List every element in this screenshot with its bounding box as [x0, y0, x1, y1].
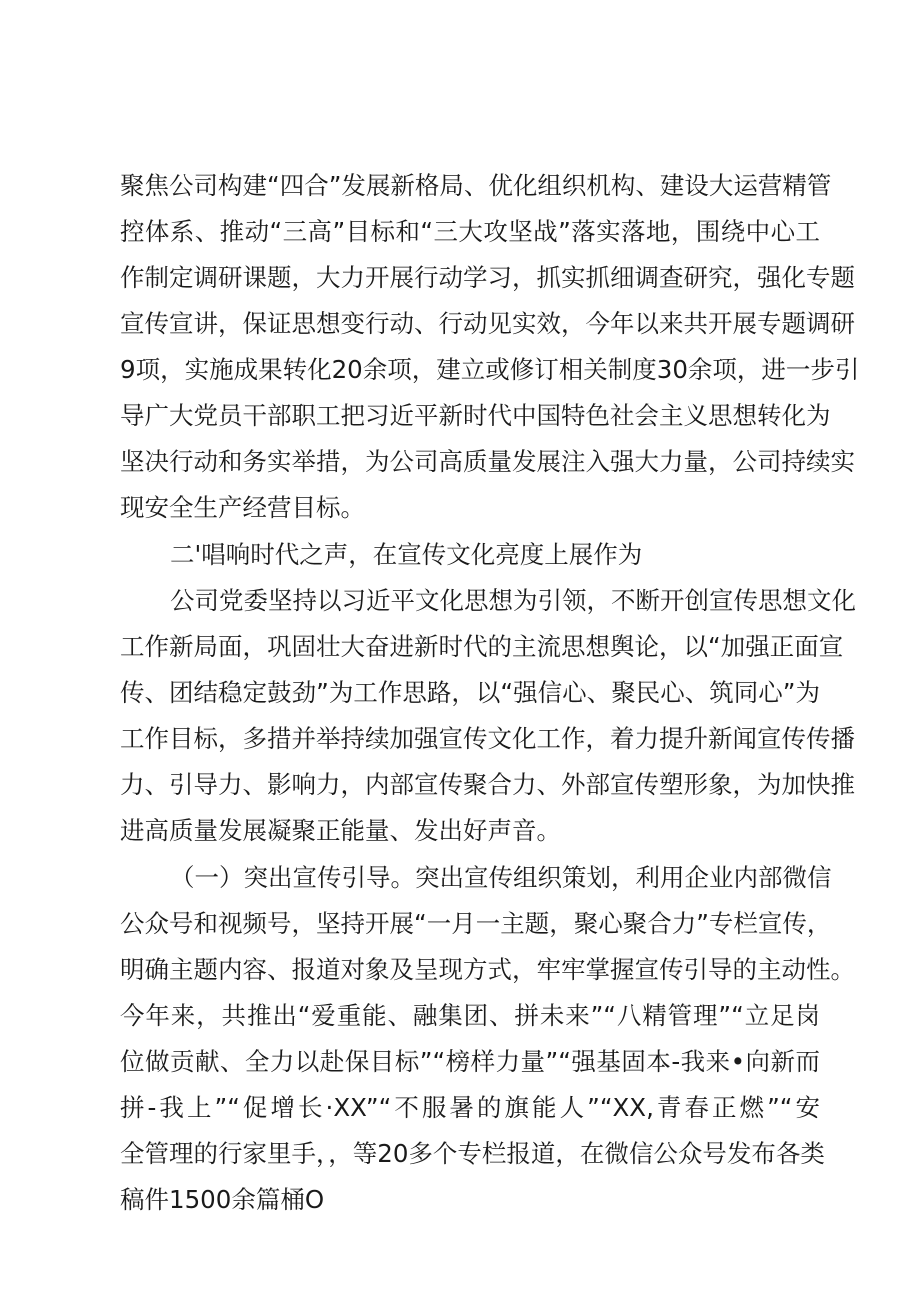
- paragraph-1-line-7: 坚决行动和务实举措，为公司高质量发展注入强大力量，公司持续实: [120, 447, 855, 476]
- paragraph-1-line-4: 宣传宣讲，保证思想变行动、行动见实效，今年以来共开展专题调研: [120, 309, 855, 338]
- paragraph-1-line-1: 聚焦公司构建“四合”发展新格局、优化组织机构、建设大运营精管: [120, 171, 832, 200]
- section-heading: 二'唱响时代之声，在宣传文化亮度上展作为: [170, 540, 643, 569]
- paragraph-2-line-3: 传、团结稳定鼓劲”为工作思路，以“强信心、聚民心、筑同心”为: [120, 678, 820, 707]
- paragraph-3-line-7: 全管理的行家里手，，等20多个专栏报道，在微信公众号发布各类: [120, 1139, 825, 1168]
- paragraph-1-line-6: 导广大党员干部职工把习近平新时代中国特色社会主义思想转化为: [120, 401, 831, 430]
- paragraph-1-line-8: 现安全生产经营目标。: [120, 493, 365, 522]
- paragraph-2-line-4: 工作目标，多措并举持续加强宣传文化工作，着力提升新闻宣传传播: [120, 724, 855, 753]
- paragraph-3-line-5: 位做贡献、全力以赴保目标”“榜样力量”“强基固本-我来•向新而: [120, 1047, 820, 1076]
- paragraph-3-line-2: 公众号和视频号，坚持开展“一月一主题，聚心聚合力”专栏宣传，: [120, 909, 832, 938]
- paragraph-1-line-5: 9项，实施成果转化20余项，建立或修订相关制度30余项，进一步引: [120, 355, 860, 384]
- paragraph-1-line-3: 作制定调研课题，大力开展行动学习，抓实抓细调查研究，强化专题: [120, 263, 855, 292]
- paragraph-3-line-1: （一）突出宣传引导。突出宣传组织策划，利用企业内部微信: [170, 863, 832, 892]
- paragraph-2-line-6: 进高质量发展凝聚正能量、发出好声音。: [120, 816, 561, 845]
- paragraph-3-line-6: 拼-我上”“促增长·XX”“不服暑的旗能人”“XX,青春正燃”“安: [120, 1093, 820, 1122]
- paragraph-3-line-4: 今年来，共推出“爱重能、融集团、拼未来”“八精管理”“立足岗: [120, 1001, 820, 1030]
- paragraph-3-line-3: 明确主题内容、报道对象及呈现方式，牢牢掌握宣传引导的主动性。: [120, 955, 855, 984]
- paragraph-2-line-2: 工作新局面，巩固壮大奋进新时代的主流思想舆论，以“加强正面宣: [120, 632, 844, 661]
- paragraph-2-line-5: 力、引导力、影响力，内部宣传聚合力、外部宣传塑形象，为加快推: [120, 770, 855, 799]
- paragraph-2-line-1: 公司党委坚持以习近平文化思想为引领，不断开创宣传思想文化: [170, 586, 856, 615]
- paragraph-3-line-8: 稿件1500余篇桶O: [120, 1185, 325, 1214]
- paragraph-1-line-2: 控体系、推动“三高”目标和“三大攻坚战”落实落地，围绕中心工: [120, 217, 820, 246]
